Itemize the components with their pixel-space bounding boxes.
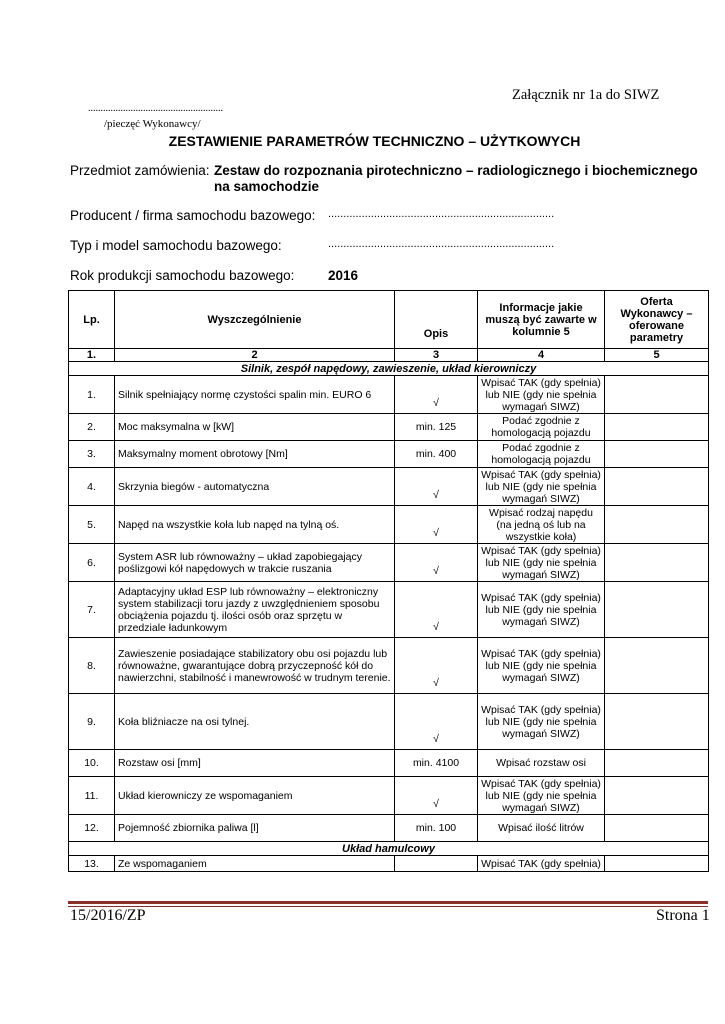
table-row bbox=[69, 638, 709, 694]
producer-field[interactable]: .......................................................................... bbox=[328, 208, 555, 220]
row-lp: 3. bbox=[69, 441, 115, 468]
table-row bbox=[69, 544, 709, 582]
header-lp: Lp. bbox=[69, 291, 115, 349]
row-info: Wpisać TAK (gdy spełnia) lub NIE (gdy nie spełnia wymagań SIWZ) bbox=[478, 468, 605, 506]
row-opis: √ bbox=[395, 582, 478, 638]
table-row bbox=[69, 441, 709, 468]
table-row bbox=[69, 582, 709, 638]
year-label: Rok produkcji samochodu bazowego: bbox=[70, 268, 295, 283]
row-description: Silnik spełniający normę czystości spalin min. EURO 6 bbox=[115, 376, 395, 414]
offer-input-cell[interactable] bbox=[605, 414, 709, 441]
row-lp: 12. bbox=[69, 815, 115, 842]
row-info: Wpisać TAK (gdy spełnia) bbox=[478, 856, 605, 872]
row-description: Zawieszenie posiadające stabilizatory obu osi pojazdu lub równoważne, gwarantujące dobrą przyczepność kół do nawierzchni, stabilność i manewrowość w trudnym terenie. bbox=[115, 638, 395, 694]
row-lp: 7. bbox=[69, 582, 115, 638]
row-info: Podać zgodnie z homologacją pojazdu bbox=[478, 441, 605, 468]
case-number: 15/2016/ZP bbox=[70, 907, 146, 924]
model-label: Typ i model samochodu bazowego: bbox=[70, 238, 282, 253]
table-row bbox=[69, 694, 709, 750]
row-lp: 4. bbox=[69, 468, 115, 506]
row-opis: √ bbox=[395, 506, 478, 544]
row-info: Wpisać TAK (gdy spełnia) lub NIE (gdy nie spełnia wymagań SIWZ) bbox=[478, 694, 605, 750]
row-description: System ASR lub równoważny – układ zapobiegający poślizgowi kół napędowych w trakcie ruszania bbox=[115, 544, 395, 582]
row-description: Ze wspomaganiem bbox=[115, 856, 395, 872]
year-value: 2016 bbox=[328, 268, 359, 283]
header-info: Informacje jakie muszą być zawarte w kolumnie 5 bbox=[478, 291, 605, 349]
row-opis: min. 125 bbox=[395, 414, 478, 441]
section-row bbox=[69, 842, 709, 856]
row-info: Wpisać rozstaw osi bbox=[478, 750, 605, 777]
row-opis: √ bbox=[395, 777, 478, 815]
row-description: Układ kierowniczy ze wspomaganiem bbox=[115, 777, 395, 815]
row-opis: min. 4100 bbox=[395, 750, 478, 777]
offer-input-cell[interactable] bbox=[605, 856, 709, 872]
row-opis: √ bbox=[395, 376, 478, 414]
parameters-table bbox=[68, 290, 709, 872]
header-description: Wyszczególnienie bbox=[115, 291, 395, 349]
row-description: Koła bliźniacze na osi tylnej. bbox=[115, 694, 395, 750]
offer-input-cell[interactable] bbox=[605, 750, 709, 777]
row-opis: √ bbox=[395, 544, 478, 582]
section-row bbox=[69, 362, 709, 376]
column-numbers-row bbox=[69, 349, 709, 362]
column-number: 4 bbox=[478, 349, 605, 362]
table-row bbox=[69, 506, 709, 544]
stamp-dots: ...................................................... bbox=[88, 103, 223, 114]
offer-input-cell[interactable] bbox=[605, 694, 709, 750]
model-field[interactable]: .......................................................................... bbox=[328, 238, 555, 250]
row-opis: min. 400 bbox=[395, 441, 478, 468]
row-info: Wpisać ilość litrów bbox=[478, 815, 605, 842]
annex-label: Załącznik nr 1a do SIWZ bbox=[512, 87, 660, 103]
offer-input-cell[interactable] bbox=[605, 376, 709, 414]
section-title: Silnik, zespół napędowy, zawieszenie, układ kierowniczy bbox=[69, 362, 709, 376]
table-row bbox=[69, 414, 709, 441]
column-number: 1. bbox=[69, 349, 115, 362]
row-info: Wpisać rodzaj napędu (na jedną oś lub na wszystkie koła) bbox=[478, 506, 605, 544]
row-description: Maksymalny moment obrotowy [Nm] bbox=[115, 441, 395, 468]
row-lp: 1. bbox=[69, 376, 115, 414]
column-number: 2 bbox=[115, 349, 395, 362]
footer-rule bbox=[68, 901, 708, 904]
row-info: Wpisać TAK (gdy spełnia) lub NIE (gdy nie spełnia wymagań SIWZ) bbox=[478, 544, 605, 582]
page-number: Strona 1 bbox=[656, 907, 710, 924]
offer-input-cell[interactable] bbox=[605, 815, 709, 842]
section-title: Układ hamulcowy bbox=[69, 842, 709, 856]
offer-input-cell[interactable] bbox=[605, 506, 709, 544]
row-description: Rozstaw osi [mm] bbox=[115, 750, 395, 777]
row-opis: √ bbox=[395, 694, 478, 750]
table-row bbox=[69, 750, 709, 777]
row-lp: 13. bbox=[69, 856, 115, 872]
row-opis bbox=[395, 856, 478, 872]
row-description: Moc maksymalna w [kW] bbox=[115, 414, 395, 441]
row-lp: 5. bbox=[69, 506, 115, 544]
producer-label: Producent / firma samochodu bazowego: bbox=[70, 208, 316, 223]
row-description: Pojemność zbiornika paliwa [l] bbox=[115, 815, 395, 842]
header-offer: Oferta Wykonawcy – oferowane parametry bbox=[605, 291, 709, 349]
row-lp: 9. bbox=[69, 694, 115, 750]
footer-rule bbox=[68, 906, 708, 907]
row-opis: √ bbox=[395, 468, 478, 506]
row-info: Wpisać TAK (gdy spełnia) lub NIE (gdy nie spełnia wymagań SIWZ) bbox=[478, 638, 605, 694]
row-lp: 8. bbox=[69, 638, 115, 694]
offer-input-cell[interactable] bbox=[605, 468, 709, 506]
row-lp: 11. bbox=[69, 777, 115, 815]
table-row bbox=[69, 777, 709, 815]
table-row bbox=[69, 815, 709, 842]
table-row bbox=[69, 468, 709, 506]
row-lp: 10. bbox=[69, 750, 115, 777]
contractor-stamp-label: /pieczęć Wykonawcy/ bbox=[104, 118, 201, 130]
table-row bbox=[69, 856, 709, 872]
row-description: Adaptacyjny układ ESP lub równoważny – elektroniczny system stabilizacji toru jazdy z uwzględnieniem sposobu obciążenia pojazdu tj. ilości osób oraz sprzętu w przedziale ładunkowym bbox=[115, 582, 395, 638]
offer-input-cell[interactable] bbox=[605, 441, 709, 468]
table-row bbox=[69, 376, 709, 414]
row-info: Podać zgodnie z homologacją pojazdu bbox=[478, 414, 605, 441]
offer-input-cell[interactable] bbox=[605, 638, 709, 694]
document-title: ZESTAWIENIE PARAMETRÓW TECHNICZNO – UŻYTKOWYCH bbox=[168, 133, 581, 149]
column-number: 3 bbox=[395, 349, 478, 362]
row-lp: 2. bbox=[69, 414, 115, 441]
row-opis: √ bbox=[395, 638, 478, 694]
table-header-row bbox=[69, 291, 709, 349]
row-info: Wpisać TAK (gdy spełnia) lub NIE (gdy nie spełnia wymagań SIWZ) bbox=[478, 777, 605, 815]
offer-input-cell[interactable] bbox=[605, 777, 709, 815]
subject-value: Zestaw do rozpoznania pirotechniczno – radiologicznego i biochemicznego na samochodzie bbox=[214, 163, 698, 194]
offer-input-cell[interactable] bbox=[605, 544, 709, 582]
row-description: Skrzynia biegów - automatyczna bbox=[115, 468, 395, 506]
row-info: Wpisać TAK (gdy spełnia) lub NIE (gdy nie spełnia wymagań SIWZ) bbox=[478, 582, 605, 638]
header-opis: Opis bbox=[395, 291, 478, 349]
subject-label: Przedmiot zamówienia: bbox=[70, 163, 210, 178]
row-info: Wpisać TAK (gdy spełnia) lub NIE (gdy nie spełnia wymagań SIWZ) bbox=[478, 376, 605, 414]
column-number: 5 bbox=[605, 349, 709, 362]
row-opis: min. 100 bbox=[395, 815, 478, 842]
row-lp: 6. bbox=[69, 544, 115, 582]
row-description: Napęd na wszystkie koła lub napęd na tylną oś. bbox=[115, 506, 395, 544]
offer-input-cell[interactable] bbox=[605, 582, 709, 638]
